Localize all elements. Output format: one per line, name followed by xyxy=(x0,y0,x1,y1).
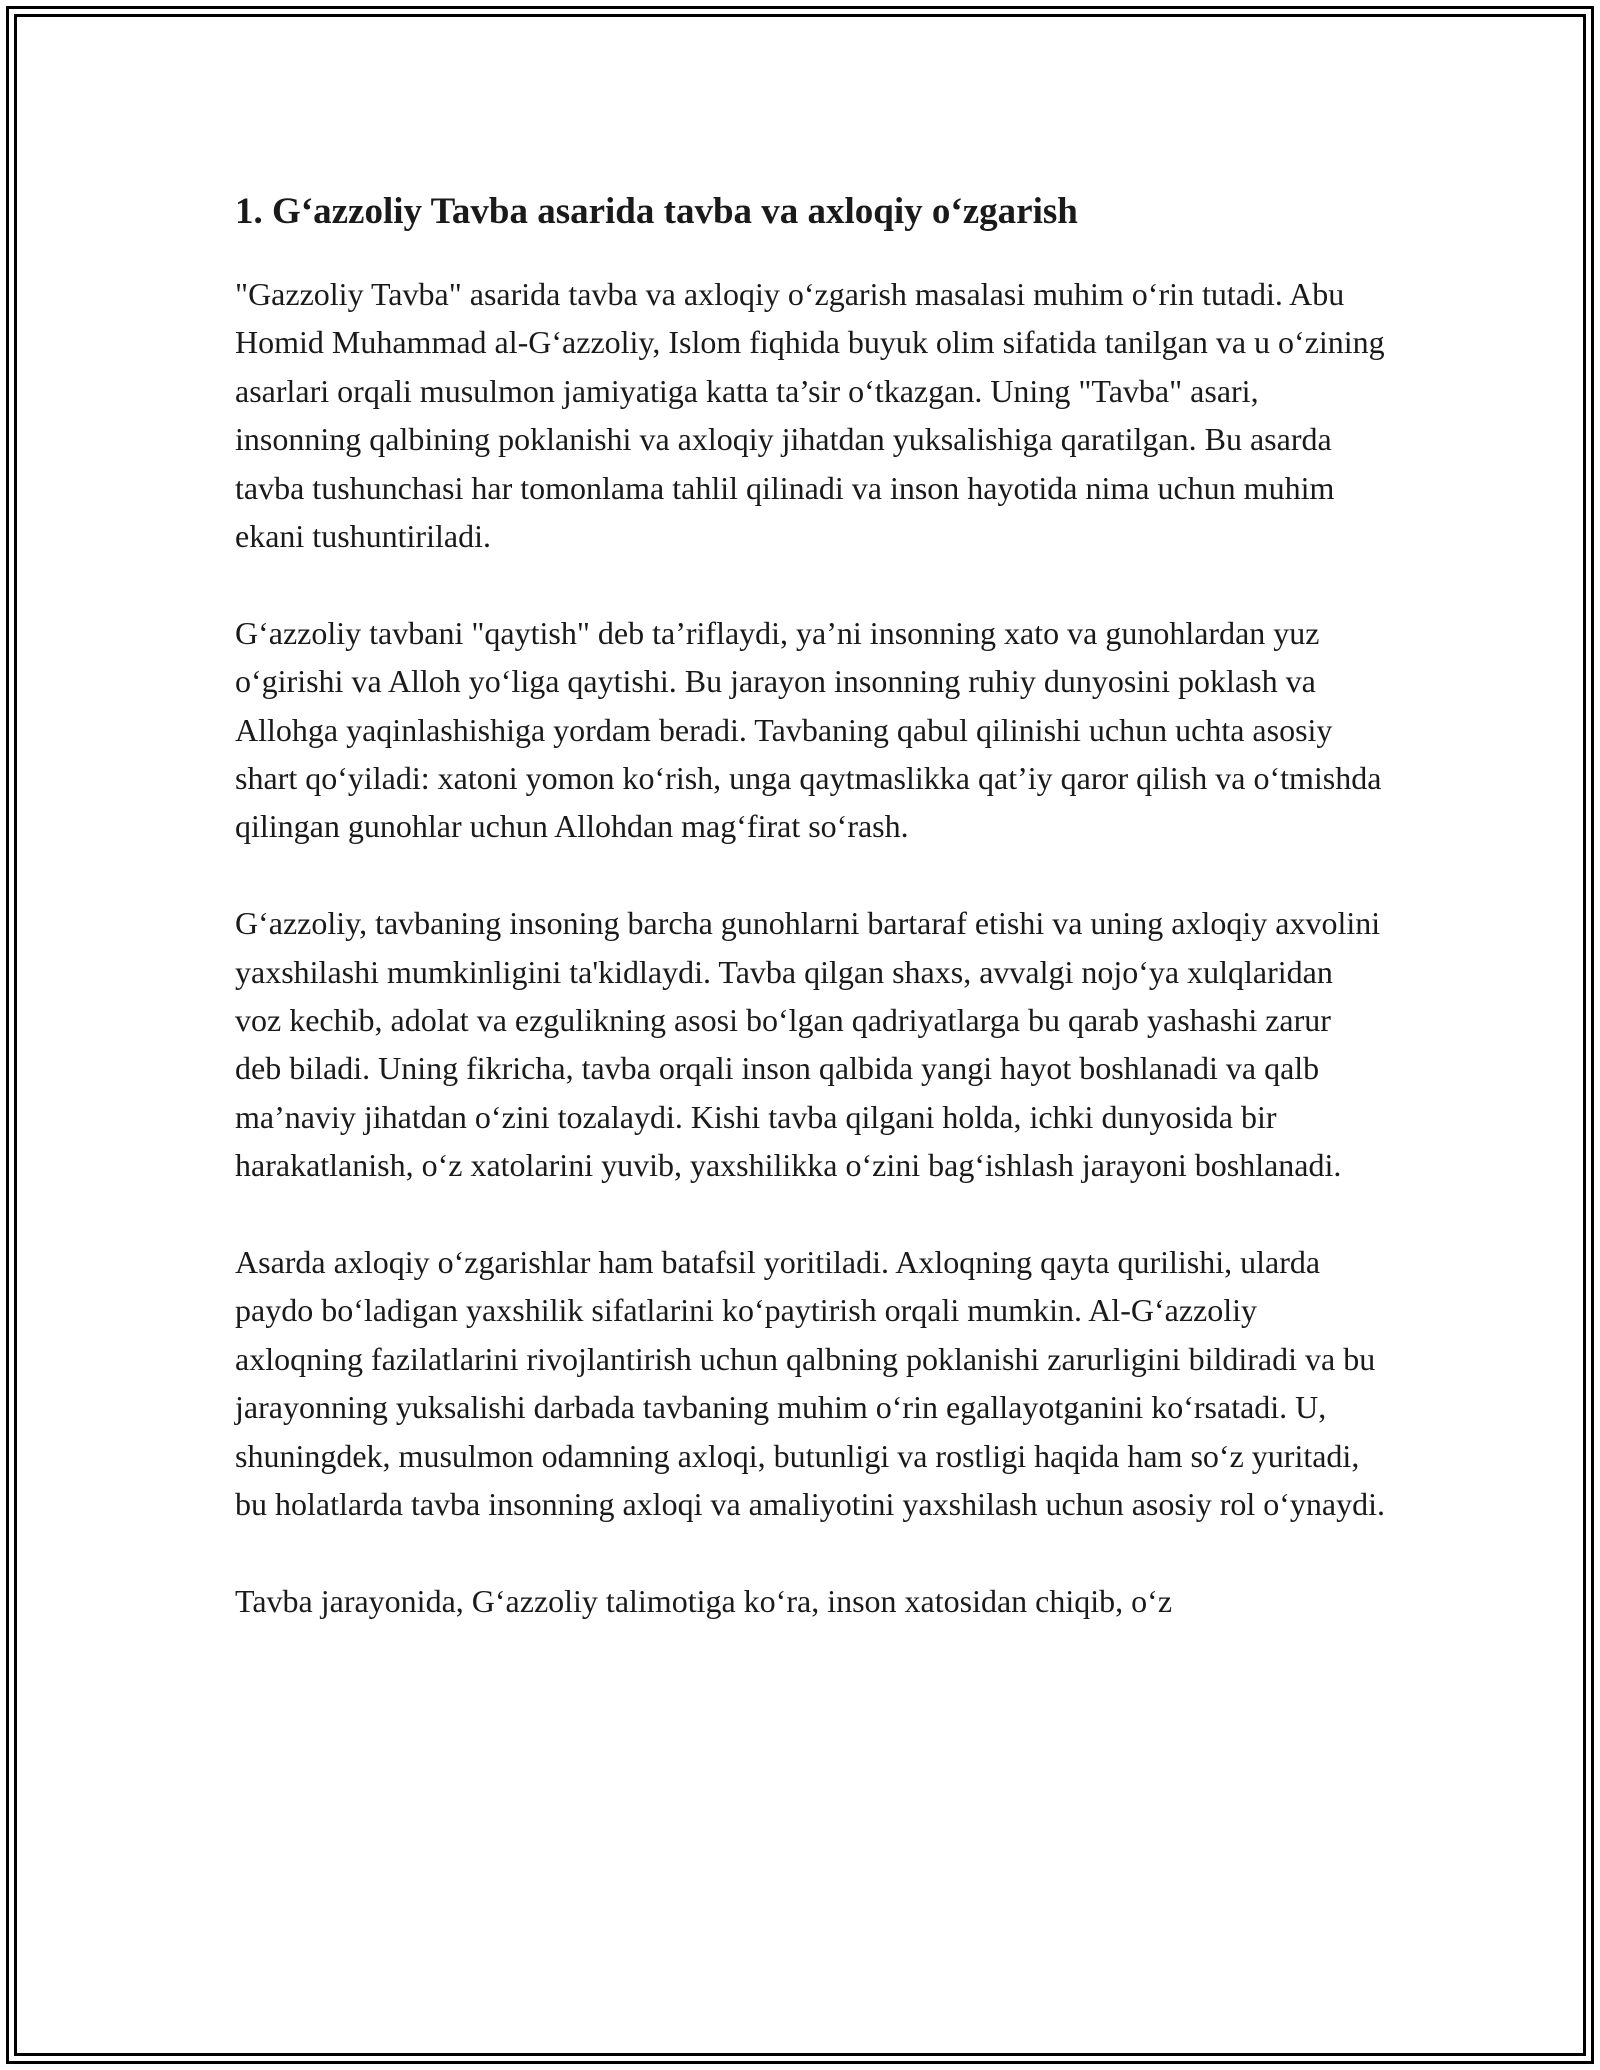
paragraph-2: G‘azzoliy tavbani "qaytish" deb ta’riflaydi, ya’ni insonning xato va gunohlardan yuz o‘girishi va Alloh yo‘liga qaytishi. Bu jarayon insonning ruhiy dunyosini poklash va Allohga yaqinlashishiga yordam beradi. Tavbaning qabul qilinishi uchun uchta asosiy shart qo‘yiladi: xatoni yomon ko‘rish, unga qaytmaslikka qat’iy qaror qilish va o‘tmishda qilingan gunohlar uchun Allohdan mag‘firat so‘rash. xyxy=(235,614,1382,845)
paragraph-4: Asarda axloqiy o‘zgarishlar ham batafsil yoritiladi. Axloqning qayta qurilishi, ularda paydo bo‘ladigan yaxshilik sifatlarini ko‘paytirish orqali mumkin. Al-G‘azzoliy axloqning fazilatlarini rivojlantirish uchun qalbning poklanishi zarurligini bildiradi va bu jarayonning yuksalishi darbada tavbaning muhim o‘rin egallayotganini ko‘rsatadi. U, shuningdek, musulmon odamning axloqi, butunligi va rostligi haqida ham so‘z yuritadi, bu holatlarda tavba insonning axloqi va amaliyotini yaxshilash uchun asosiy rol o‘ynaydi. xyxy=(235,1244,1385,1523)
document-body xyxy=(235,186,1385,1674)
paragraph-3: G‘azzoliy, tavbaning insoning barcha gunohlarni bartaraf etishi va uning axloqiy axvolini yaxshilashi mumkinligini ta'kidlaydi. Tavba qilgan shaxs, avvalgi nojo‘ya xulqlaridan voz kechib, adolat va ezgulikning asosi bo‘lgan qadriyatlarga bu qarab yashashi zarur deb biladi. Uning fikricha, tavba orqali inson qalbida yangi hayot boshlanadi va qalb ma’naviy jihatdan o‘zini tozalaydi. Kishi tavba qilgani holda, ichki dunyosida bir harakatlanish, o‘z xatolarini yuvib, yaxshilikka o‘zini bag‘ishlash jarayoni boshlanadi. xyxy=(235,905,1381,1184)
section-heading: 1. G‘azzoliy Tavba asarida tavba va axloqiy o‘zgarish xyxy=(235,191,1078,232)
paragraph-1: "Gazzoliy Tavba" asarida tavba va axloqiy o‘zgarish masalasi muhim o‘rin tutadi. Abu Homid Muhammad al-G‘azzoliy, Islom fiqhida buyuk olim sifatida tanilgan va u o‘zining asarlari orqali musulmon jamiyatiga katta ta’sir o‘tkazgan. Uning "Tavba" asari, insonning qalbining poklanishi va axloqiy jihatdan yuksalishiga qaratilgan. Bu asarda tavba tushunchasi har tomonlama tahlil qilinadi va inson hayotida nima uchun muhim ekani tushuntiriladi. xyxy=(235,276,1385,555)
paragraph-5: Tavba jarayonida, G‘azzoliy talimotiga ko‘ra, inson xatosidan chiqib, o‘z xyxy=(235,1582,1173,1619)
